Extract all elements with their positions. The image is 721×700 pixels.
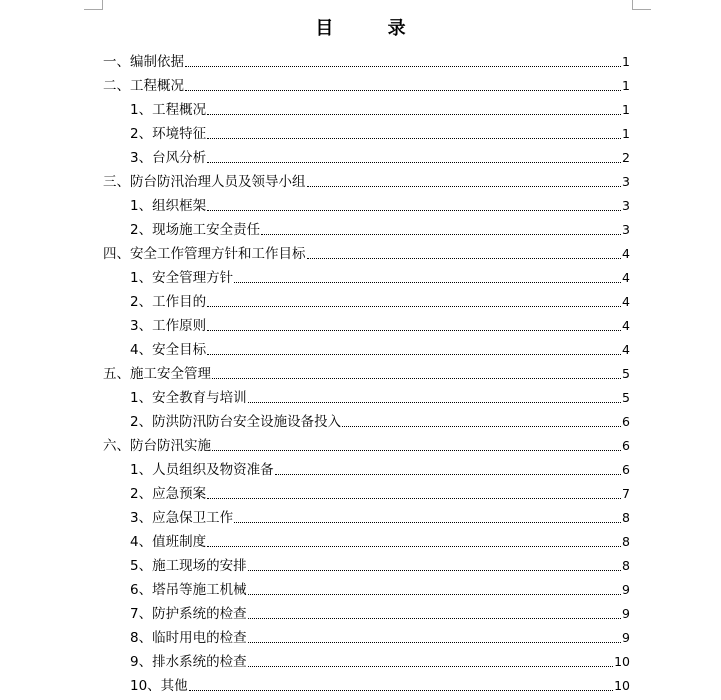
toc-leader-dots <box>207 162 621 163</box>
toc-entry-page-number: 4 <box>622 318 630 333</box>
toc-entry-page-number: 3 <box>622 222 630 237</box>
toc-entry-label: 三、防台防汛治理人员及领导小组 <box>103 174 306 190</box>
toc-entry-label: 一、编制依据 <box>103 54 184 70</box>
toc-entry-label: 8、临时用电的检查 <box>130 630 247 646</box>
toc-leader-dots <box>207 306 621 307</box>
toc-leader-dots <box>207 114 621 115</box>
toc-entry[interactable] <box>130 266 630 290</box>
toc-entry[interactable] <box>103 170 630 194</box>
toc-leader-dots <box>212 450 621 451</box>
toc-entry-page-number: 8 <box>622 534 630 549</box>
toc-entry-label: 1、工程概况 <box>130 102 207 118</box>
toc-leader-dots <box>234 282 621 283</box>
toc-entry[interactable] <box>130 410 630 434</box>
toc-entry-page-number: 10 <box>614 654 630 669</box>
toc-entry[interactable] <box>130 122 630 146</box>
toc-entry[interactable] <box>130 578 630 602</box>
toc-entry-page-number: 10 <box>614 678 630 693</box>
toc-entry[interactable] <box>130 506 630 530</box>
toc-entry-label: 3、应急保卫工作 <box>130 510 234 526</box>
toc-entry[interactable] <box>130 314 630 338</box>
toc-leader-dots <box>185 66 621 67</box>
toc-leader-dots <box>207 138 621 139</box>
toc-leader-dots <box>207 330 621 331</box>
toc-entry[interactable] <box>103 50 630 74</box>
toc-leader-dots <box>307 186 622 187</box>
toc-entry[interactable] <box>130 218 630 242</box>
toc-entry-page-number: 1 <box>622 102 630 117</box>
toc-entry[interactable] <box>130 482 630 506</box>
toc-entry-page-number: 3 <box>622 174 630 189</box>
toc-leader-dots <box>307 258 622 259</box>
toc-entry[interactable] <box>103 362 630 386</box>
toc-entry-label: 2、工作目的 <box>130 294 207 310</box>
toc-leader-dots <box>207 498 621 499</box>
toc-entry-page-number: 7 <box>622 486 630 501</box>
toc-entry-page-number: 3 <box>622 198 630 213</box>
toc-leader-dots <box>185 90 621 91</box>
toc-entry[interactable] <box>130 674 630 698</box>
toc-entry[interactable] <box>130 146 630 170</box>
toc-entry-page-number: 8 <box>622 510 630 525</box>
toc-leader-dots <box>248 570 621 571</box>
toc-entry[interactable] <box>130 290 630 314</box>
toc-entry-label: 2、应急预案 <box>130 486 207 502</box>
toc-leader-dots <box>212 378 621 379</box>
toc-entry-label: 2、防洪防汛防台安全设施设备投入 <box>130 414 342 430</box>
toc-entry-page-number: 5 <box>622 390 630 405</box>
toc-entry-page-number: 4 <box>622 246 630 261</box>
toc-entry[interactable] <box>130 530 630 554</box>
toc-entry-label: 5、施工现场的安排 <box>130 558 247 574</box>
toc-leader-dots <box>248 666 614 667</box>
toc-entry-page-number: 5 <box>622 366 630 381</box>
toc-leader-dots <box>248 402 621 403</box>
toc-entry[interactable] <box>130 98 630 122</box>
toc-entry-page-number: 2 <box>622 150 630 165</box>
toc-entry-label: 7、防护系统的检查 <box>130 606 247 622</box>
toc-leader-dots <box>261 234 621 235</box>
toc-title: 目 录 <box>315 18 430 39</box>
toc-entry-label: 1、安全管理方针 <box>130 270 234 286</box>
toc-entry-page-number: 4 <box>622 342 630 357</box>
toc-entry-label: 4、值班制度 <box>130 534 207 550</box>
toc-entry-page-number: 6 <box>622 462 630 477</box>
toc-entry-label: 四、安全工作管理方针和工作目标 <box>103 246 306 262</box>
toc-entry-page-number: 4 <box>622 270 630 285</box>
toc-leader-dots <box>207 210 621 211</box>
toc-entry[interactable] <box>130 338 630 362</box>
toc-entry-page-number: 6 <box>622 438 630 453</box>
toc-entry[interactable] <box>130 386 630 410</box>
toc-entry-label: 2、环境特征 <box>130 126 207 142</box>
toc-entry-label: 2、现场施工安全责任 <box>130 222 261 238</box>
toc-entry-label: 10、其他 <box>130 678 188 694</box>
toc-entry-page-number: 1 <box>622 54 630 69</box>
toc-leader-dots <box>207 354 621 355</box>
toc-entry-label: 3、工作原则 <box>130 318 207 334</box>
toc-entry-label: 1、组织框架 <box>130 198 207 214</box>
toc-entry-page-number: 9 <box>622 630 630 645</box>
toc-entry[interactable] <box>130 602 630 626</box>
toc-leader-dots <box>342 426 621 427</box>
toc-entry-page-number: 9 <box>622 606 630 621</box>
toc-entry-label: 9、排水系统的检查 <box>130 654 247 670</box>
toc-entry-page-number: 4 <box>622 294 630 309</box>
toc-entry[interactable] <box>130 194 630 218</box>
toc-entry-page-number: 1 <box>622 126 630 141</box>
crop-mark-top-left <box>84 0 103 10</box>
toc-entry[interactable] <box>130 650 630 674</box>
toc-entry-label: 3、台风分析 <box>130 150 207 166</box>
toc-entry-label: 6、塔吊等施工机械 <box>130 582 247 598</box>
crop-mark-top-right <box>632 0 651 10</box>
toc-entry-label: 五、施工安全管理 <box>103 366 211 382</box>
toc-entry-label: 1、安全教育与培训 <box>130 390 247 406</box>
toc-entry-label: 二、工程概况 <box>103 78 184 94</box>
toc-entry[interactable] <box>103 74 630 98</box>
toc-entry-label: 4、安全目标 <box>130 342 207 358</box>
toc-entry-page-number: 8 <box>622 558 630 573</box>
toc-entry[interactable] <box>130 458 630 482</box>
toc-leader-dots <box>207 546 621 547</box>
toc-entry[interactable] <box>130 626 630 650</box>
toc-leader-dots <box>248 594 621 595</box>
toc-leader-dots <box>248 642 621 643</box>
toc-leader-dots <box>189 690 613 691</box>
toc-leader-dots <box>275 474 621 475</box>
toc-entry[interactable] <box>103 434 630 458</box>
toc-leader-dots <box>248 618 621 619</box>
toc-entry-page-number: 9 <box>622 582 630 597</box>
toc-leader-dots <box>234 522 621 523</box>
toc-entry[interactable] <box>130 554 630 578</box>
toc-entry-page-number: 1 <box>622 78 630 93</box>
toc-entry-page-number: 6 <box>622 414 630 429</box>
toc-entry-label: 六、防台防汛实施 <box>103 438 211 454</box>
toc-entry-label: 1、人员组织及物资准备 <box>130 462 274 478</box>
toc-entry[interactable] <box>103 242 630 266</box>
